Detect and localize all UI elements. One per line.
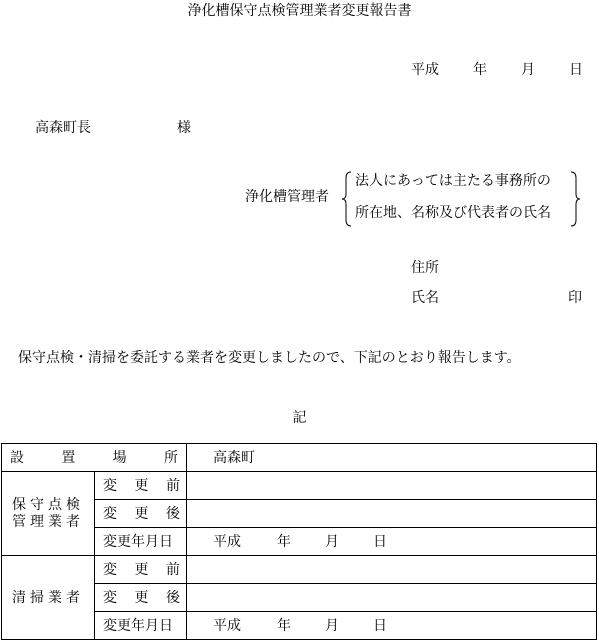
cleaning-date-value[interactable]: 平成 年 月 日 — [187, 612, 597, 640]
table-row-maintenance-before — [2, 472, 597, 500]
cleaning-before-value[interactable] — [187, 556, 597, 584]
address-label: 住所 — [411, 260, 439, 276]
maintenance-category-cell — [2, 472, 95, 556]
report-date — [411, 63, 586, 79]
recipient-name: 高森町長 — [35, 120, 91, 136]
maintenance-before-value[interactable] — [187, 472, 597, 500]
maintenance-date-value[interactable]: 平成 年 月 日 — [187, 528, 597, 556]
maintenance-label-line2: 管理業者 — [12, 514, 84, 530]
maintenance-before-label: 変 更 前 — [95, 472, 187, 500]
table-row-cleaning-before — [2, 556, 597, 584]
location-value[interactable]: 高森町 — [187, 444, 597, 472]
document-title: 浄化槽保守点検管理業者変更報告書 — [187, 3, 412, 19]
maintenance-after-label: 変 更 後 — [95, 500, 187, 528]
name-label: 氏名 — [411, 290, 439, 306]
applicant-note-line1: 法人にあっては主たる事務所の — [355, 173, 551, 189]
date-era: 平成 — [411, 62, 439, 78]
cleaning-before-label: 変 更 前 — [95, 556, 187, 584]
cleaning-after-value[interactable] — [187, 584, 597, 612]
maintenance-date-label: 変更年月日 — [95, 528, 187, 556]
report-table — [1, 443, 597, 640]
ki-heading: 記 — [292, 410, 307, 426]
cleaning-category-cell — [2, 556, 95, 640]
date-year: 年 — [473, 62, 487, 78]
cleaning-label: 清掃業者 — [12, 589, 84, 606]
applicant-label: 浄化槽管理者 — [245, 189, 329, 205]
date-month: 月 — [521, 62, 535, 78]
location-label-cell: 設 置 場 所 — [2, 444, 187, 472]
table-row-location — [2, 444, 597, 472]
cleaning-after-label: 変 更 後 — [95, 584, 187, 612]
seal-label: 印 — [568, 290, 582, 306]
recipient-honorific: 様 — [177, 120, 191, 136]
cleaning-date-label: 変更年月日 — [95, 612, 187, 640]
maintenance-after-value[interactable] — [187, 500, 597, 528]
maintenance-label-line1: 保守点検 — [12, 497, 84, 513]
applicant-note-line2: 所在地、名称及び代表者の氏名 — [355, 205, 551, 221]
date-day: 日 — [569, 62, 583, 78]
body-text: 保守点検・清掃を委託する業者を変更しましたので、下記のとおり報告します。 — [18, 350, 521, 366]
